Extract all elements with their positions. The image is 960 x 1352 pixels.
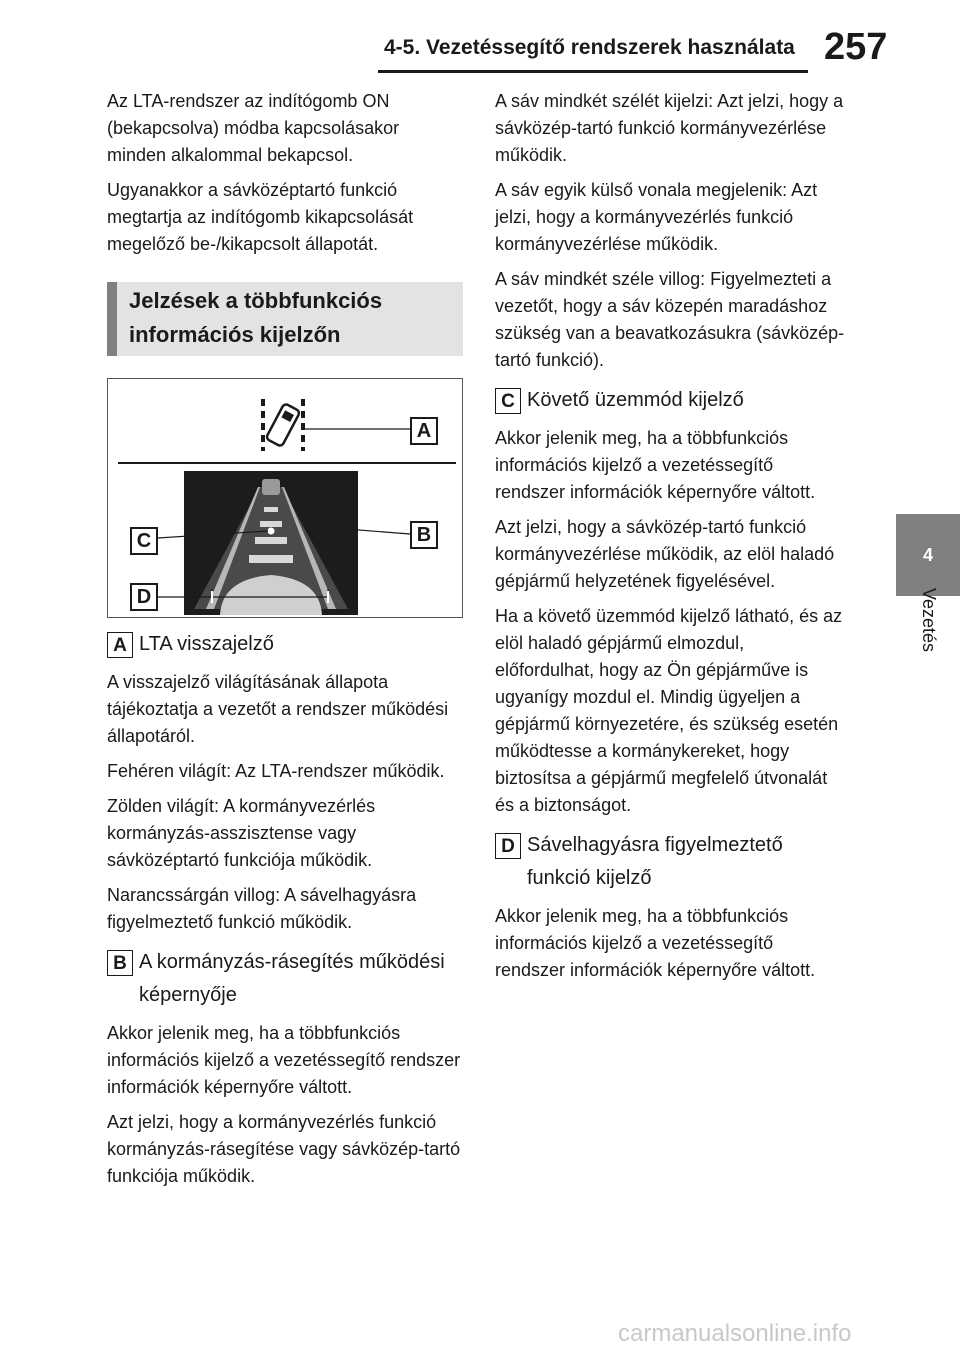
item-b-cont-3: A sáv mindkét széle villog: Figyelmezteti a vezetőt, hogy a sáv közepén maradáshoz szükség van a beavatkozásukra (sávközép-tartó funkció). bbox=[495, 269, 845, 370]
item-a-paragraph-2: Fehéren világít: Az LTA-rendszer működik. bbox=[107, 761, 445, 781]
chapter-label: Vezetés bbox=[919, 588, 939, 653]
item-a-paragraph-3: Zölden világít: A kormányvezérlés kormányzás-asszisztense vagy sávközéptartó funkciója működik. bbox=[107, 796, 376, 870]
item-d-badge: D bbox=[495, 833, 521, 859]
figure-label-d: D bbox=[130, 583, 158, 611]
item-c-paragraph-2: Azt jelzi, hogy a sávközép-tartó funkció kormányvezérlése működik, az elöl haladó gépjármű helyzetének figyelésével. bbox=[495, 517, 835, 591]
chapter-number: 4 bbox=[922, 544, 933, 565]
chapter-tab[interactable] bbox=[896, 514, 960, 596]
intro-paragraph-2: Ugyanakkor a sávközéptartó funkció megtartja az indítógomb kikapcsolását megelőző be-/kikapcsolt állapotát. bbox=[107, 180, 414, 254]
header-title: 4-5. Vezetéssegítő rendszerek használata bbox=[384, 36, 795, 59]
item-b-cont-1: A sáv mindkét szélét kijelzi: Azt jelzi, hogy a sávközép-tartó funkció kormányvezérlése működik. bbox=[495, 91, 844, 165]
item-d-paragraph-1: Akkor jelenik meg, ha a többfunkciós információs kijelző a vezetéssegítő rendszer információk képernyőre váltott. bbox=[495, 906, 816, 980]
item-d-heading bbox=[495, 829, 847, 895]
item-a-paragraph-4: Narancssárgán villog: A sávelhagyásra figyelmeztető funkció működik. bbox=[107, 885, 417, 932]
item-c-title: Követő üzemmód kijelző bbox=[527, 389, 744, 411]
figure-label-a: A bbox=[410, 417, 438, 445]
page-number: 257 bbox=[824, 26, 888, 68]
intro-paragraph-1: Az LTA-rendszer az indítógomb ON (bekapcsolva) módba kapcsolásakor minden alkalommal bekapcsol. bbox=[107, 91, 400, 165]
figure-label-b: B bbox=[410, 521, 438, 549]
item-a-title: LTA visszajelző bbox=[139, 633, 274, 655]
item-b-heading bbox=[107, 946, 463, 1012]
watermark: carmanualsonline.info bbox=[618, 1320, 852, 1347]
left-column bbox=[107, 88, 463, 1198]
item-b-paragraph-2: Azt jelzi, hogy a kormányvezérlés funkció kormányzás-rásegítése vagy sávközép-tartó funkciója működik. bbox=[107, 1112, 461, 1186]
display-illustration bbox=[108, 379, 462, 617]
item-a-paragraph-1: A visszajelző világításának állapota tájékoztatja a vezetőt a rendszer működési állapotáról. bbox=[107, 672, 449, 746]
item-c-badge: C bbox=[495, 388, 521, 414]
display-figure bbox=[107, 378, 463, 618]
lta-indicator-icon bbox=[263, 399, 303, 451]
item-b-badge: B bbox=[107, 950, 133, 976]
item-c-heading bbox=[495, 384, 847, 417]
figure-label-c: C bbox=[130, 527, 158, 555]
section-heading: Jelzések a többfunkciós információs kijelzőn bbox=[107, 282, 463, 356]
item-c-paragraph-1: Akkor jelenik meg, ha a többfunkciós információs kijelző a vezetéssegítő rendszer információk képernyőre váltott. bbox=[495, 428, 816, 502]
header-rule bbox=[378, 70, 808, 73]
item-b-title: A kormányzás-rásegítés működési képernyője bbox=[139, 951, 445, 1006]
item-a-heading bbox=[107, 628, 463, 661]
item-c-paragraph-3: Ha a követő üzemmód kijelző látható, és az elöl haladó gépjármű elmozdul, előfordulhat, hogy az Ön gépjárműve is ugyanígy mozdul el. Mindig ügyeljen a gépjármű környezetére, és szükség esetén működtesse a kormánykereket, hogy biztosítsa a gépjármű megfelelő útvonalát és a biztonságot. bbox=[495, 606, 843, 815]
item-d-title: Sávelhagyásra figyelmeztető funkció kijelző bbox=[527, 834, 783, 889]
right-column bbox=[495, 88, 847, 992]
item-a-badge: A bbox=[107, 632, 133, 658]
item-b-paragraph-1: Akkor jelenik meg, ha a többfunkciós információs kijelző a vezetéssegítő rendszer információk képernyőre váltott. bbox=[107, 1023, 461, 1097]
item-b-cont-2: A sáv egyik külső vonala megjelenik: Azt jelzi, hogy a kormányvezérlés funkció kormányvezérlése működik. bbox=[495, 180, 818, 254]
